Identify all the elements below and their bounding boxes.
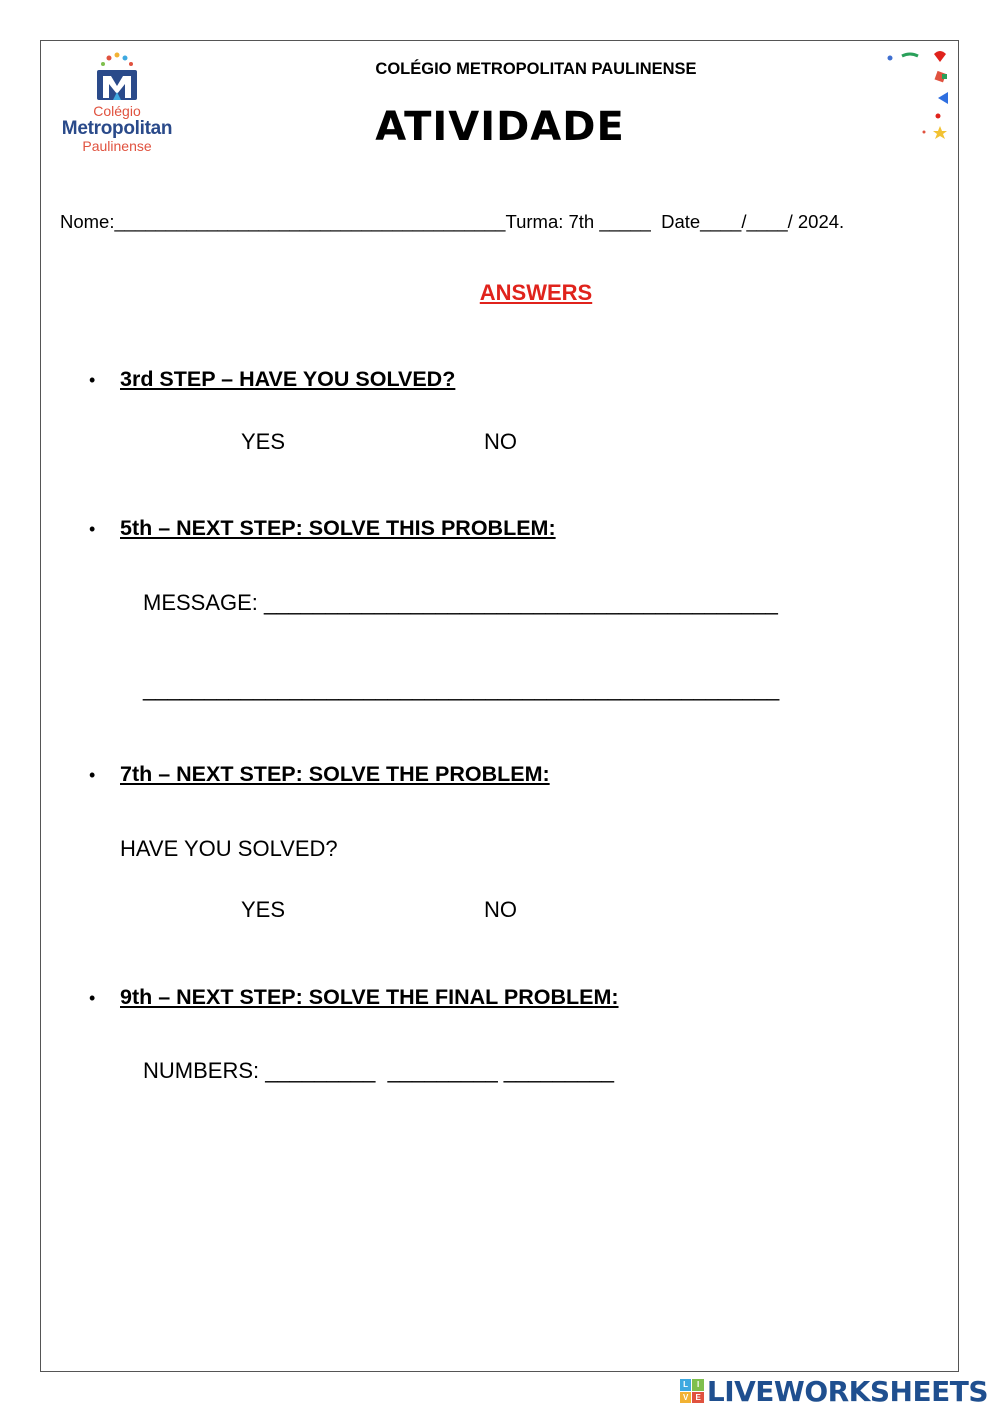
step3-no-option: NO (484, 429, 517, 454)
liveworksheets-watermark (680, 1374, 988, 1408)
step3-heading: 3rd STEP – HAVE YOU SOLVED? (120, 367, 456, 391)
wm-icon-letter: L (680, 1379, 692, 1391)
school-name: COLÉGIO METROPOLITAN PAULINENSE (375, 60, 697, 78)
step7-no-option: NO (484, 897, 517, 922)
page-title: ATIVIDADE (375, 104, 625, 150)
watermark-text: LIVEWORKSHEETS (706, 1374, 988, 1408)
logo-line-colegio: Colégio (93, 103, 141, 119)
bullet-icon: • (89, 765, 96, 785)
logo-line-paulinense: Paulinense (82, 138, 152, 154)
message-answer-line: MESSAGE: __________________________________________ (143, 590, 778, 615)
page-border (40, 40, 959, 1372)
numbers-answer-line: NUMBERS: _________ _________ _________ (143, 1058, 614, 1083)
step7-yes-option: YES (241, 897, 286, 922)
bullet-icon: • (89, 370, 96, 390)
wm-icon-letter: I (692, 1379, 704, 1391)
wm-icon-letter: E (692, 1392, 704, 1404)
step7-question: HAVE YOU SOLVED? (120, 836, 338, 861)
step3-yes-option: YES (241, 429, 286, 454)
wm-icon-letter: V (680, 1392, 692, 1404)
answers-heading: ANSWERS (479, 280, 593, 305)
step9-heading: 9th – NEXT STEP: SOLVE THE FINAL PROBLEM: (120, 985, 619, 1009)
message-continuation-line: ____________________________________________________ (143, 676, 780, 701)
step7-heading: 7th – NEXT STEP: SOLVE THE PROBLEM: (120, 762, 550, 786)
student-info-line: Nome:______________________________________Turma: 7th _____ Date____/____/ 2024. (60, 211, 845, 232)
step5-heading: 5th – NEXT STEP: SOLVE THIS PROBLEM: (120, 516, 556, 540)
bullet-icon: • (89, 519, 96, 539)
logo-line-metropolitan: Metropolitan (61, 118, 173, 139)
liveworksheets-logo-icon (680, 1379, 704, 1403)
bullet-icon: • (89, 988, 96, 1008)
